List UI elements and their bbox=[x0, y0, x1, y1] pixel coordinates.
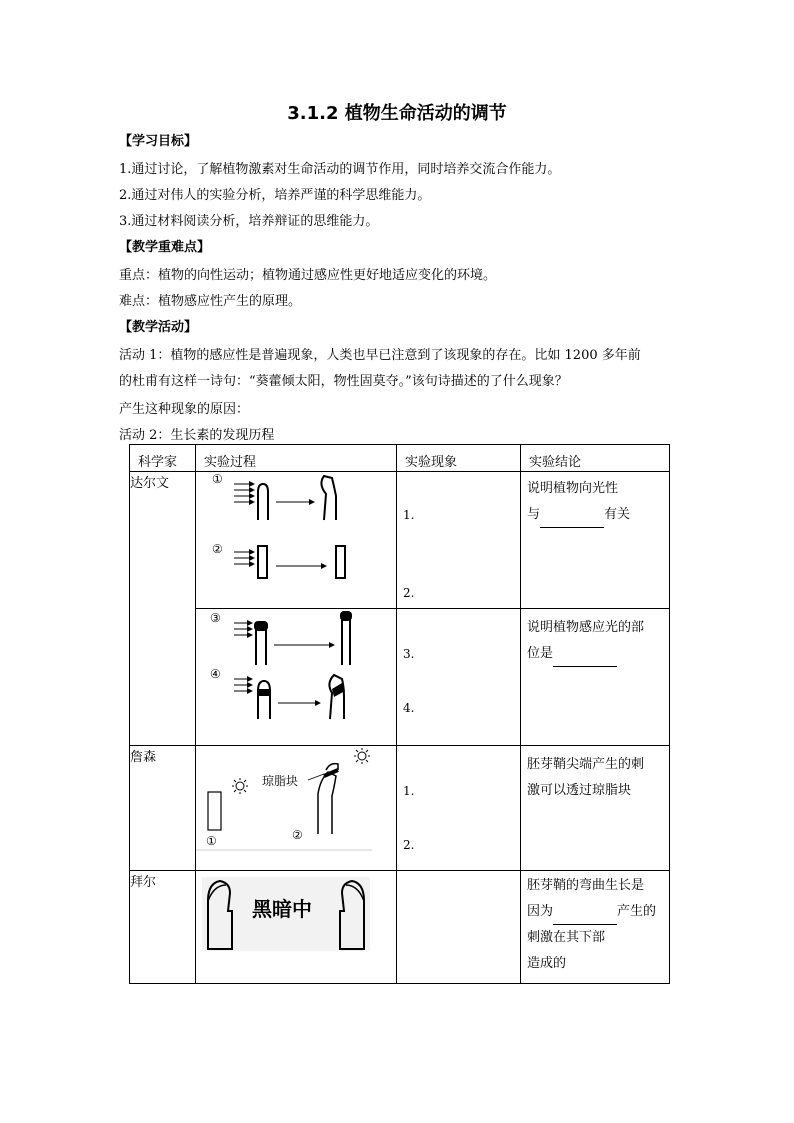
objective-1: 1.通过讨论，了解植物激素对生命活动的调节作用，同时培养交流合作能力。 bbox=[119, 162, 561, 177]
scientist-jensen: 詹森 bbox=[130, 746, 196, 871]
header-scientist: 科学家 bbox=[130, 445, 196, 472]
blank-line bbox=[553, 654, 617, 667]
paal-process bbox=[196, 871, 397, 984]
agar-block-label: 琼脂块 bbox=[262, 774, 299, 788]
activity1-line1: 活动 1：植物的感应性是普遍现象，人类也早已注意到了该现象的存在。比如 1200 多年前 bbox=[119, 348, 641, 363]
objective-2: 2.通过对伟人的实验分析，培养严谨的科学思维能力。 bbox=[119, 188, 431, 203]
experiment-table bbox=[129, 444, 670, 984]
table-row bbox=[130, 746, 670, 871]
darwin-concl1-line1: 说明植物向光性 bbox=[527, 481, 619, 496]
darwin-obs-3: 3. bbox=[403, 647, 415, 661]
darwin-concl2-prefix: 位是 bbox=[527, 646, 554, 661]
darwin-obs-2: 2. bbox=[403, 586, 415, 600]
paal-observation bbox=[397, 871, 521, 984]
darwin-obs-1: 1. bbox=[403, 508, 415, 522]
objective-3: 3.通过材料阅读分析，培养辩证的思维能力。 bbox=[119, 214, 379, 229]
table-row bbox=[130, 472, 670, 609]
jensen-concl-line2: 激可以透过琼脂块 bbox=[527, 783, 632, 798]
paal-conclusion bbox=[521, 871, 670, 984]
darwin-concl1-suffix: 有关 bbox=[604, 507, 631, 522]
darwin-observation-2 bbox=[397, 609, 521, 746]
activity2-line: 活动 2：生长素的发现历程 bbox=[119, 428, 275, 443]
darwin-concl2-line1: 说明植物感应光的部 bbox=[527, 620, 645, 635]
jensen-concl-line1: 胚芽鞘尖端产生的刺 bbox=[527, 757, 645, 772]
jensen-fig1-label: ① bbox=[206, 834, 217, 848]
page-title: 3.1.2 植物生命活动的调节 bbox=[287, 103, 507, 124]
activities-heading: 【教学活动】 bbox=[119, 320, 198, 335]
paal-concl-line4: 造成的 bbox=[527, 956, 567, 971]
paal-diagram bbox=[196, 871, 396, 983]
darwin-conclusion-1 bbox=[521, 472, 670, 609]
table-header-row bbox=[130, 445, 670, 472]
header-process: 实验过程 bbox=[196, 445, 397, 472]
blank-line bbox=[540, 515, 604, 528]
paal-concl-prefix: 因为 bbox=[527, 904, 554, 919]
paal-concl-line1: 胚芽鞘的弯曲生长是 bbox=[527, 878, 645, 893]
jensen-fig2-label: ② bbox=[292, 828, 303, 842]
key-heading: 【教学重难点】 bbox=[119, 240, 211, 255]
jensen-obs-2: 2. bbox=[403, 838, 415, 852]
cause-line: 产生这种现象的原因： bbox=[119, 402, 250, 417]
darwin-concl1-prefix: 与 bbox=[527, 507, 541, 522]
paal-concl-line3: 刺激在其下部 bbox=[527, 930, 606, 945]
paal-concl-line2 bbox=[527, 899, 669, 925]
objectives-heading: 【学习目标】 bbox=[119, 134, 198, 149]
table-row bbox=[130, 871, 670, 984]
blank-line bbox=[553, 912, 617, 925]
jensen-process bbox=[196, 746, 397, 871]
header-conclusion: 实验结论 bbox=[521, 445, 670, 472]
darwin-concl1-line2 bbox=[527, 502, 669, 528]
table-row bbox=[130, 609, 670, 746]
darwin-observation-1 bbox=[397, 472, 521, 609]
darwin-diagram-1 bbox=[196, 472, 396, 608]
paal-concl-suffix: 产生的 bbox=[617, 904, 657, 919]
darwin-process-1 bbox=[196, 472, 397, 609]
activity1-line2: 的杜甫有这样一诗句：“葵藿倾太阳，物性固莫夺。”该句诗描述的了什么现象？ bbox=[119, 374, 568, 389]
jensen-observation bbox=[397, 746, 521, 871]
dark-label: 黑暗中 bbox=[252, 897, 312, 921]
darwin-conclusion-2 bbox=[521, 609, 670, 746]
key-point-1: 重点：植物的向性运动；植物通过感应性更好地适应变化的环境。 bbox=[119, 268, 497, 283]
darwin-fig1-label: ① bbox=[212, 472, 223, 486]
scientist-paal: 拜尔 bbox=[130, 871, 196, 984]
darwin-fig2-label: ② bbox=[212, 542, 223, 556]
darwin-process-2 bbox=[196, 609, 397, 746]
darwin-diagram-2 bbox=[196, 609, 396, 745]
scientist-darwin: 达尔文 bbox=[130, 472, 196, 746]
header-phenomenon: 实验现象 bbox=[397, 445, 521, 472]
jensen-diagram bbox=[196, 746, 396, 870]
darwin-concl2-line2 bbox=[527, 641, 669, 667]
jensen-obs-1: 1. bbox=[403, 784, 415, 798]
darwin-fig3-label: ③ bbox=[210, 611, 221, 625]
darwin-obs-4: 4. bbox=[403, 701, 415, 715]
key-point-2: 难点：植物感应性产生的原理。 bbox=[119, 294, 302, 309]
darwin-fig4-label: ④ bbox=[210, 667, 221, 681]
jensen-conclusion bbox=[521, 746, 670, 871]
